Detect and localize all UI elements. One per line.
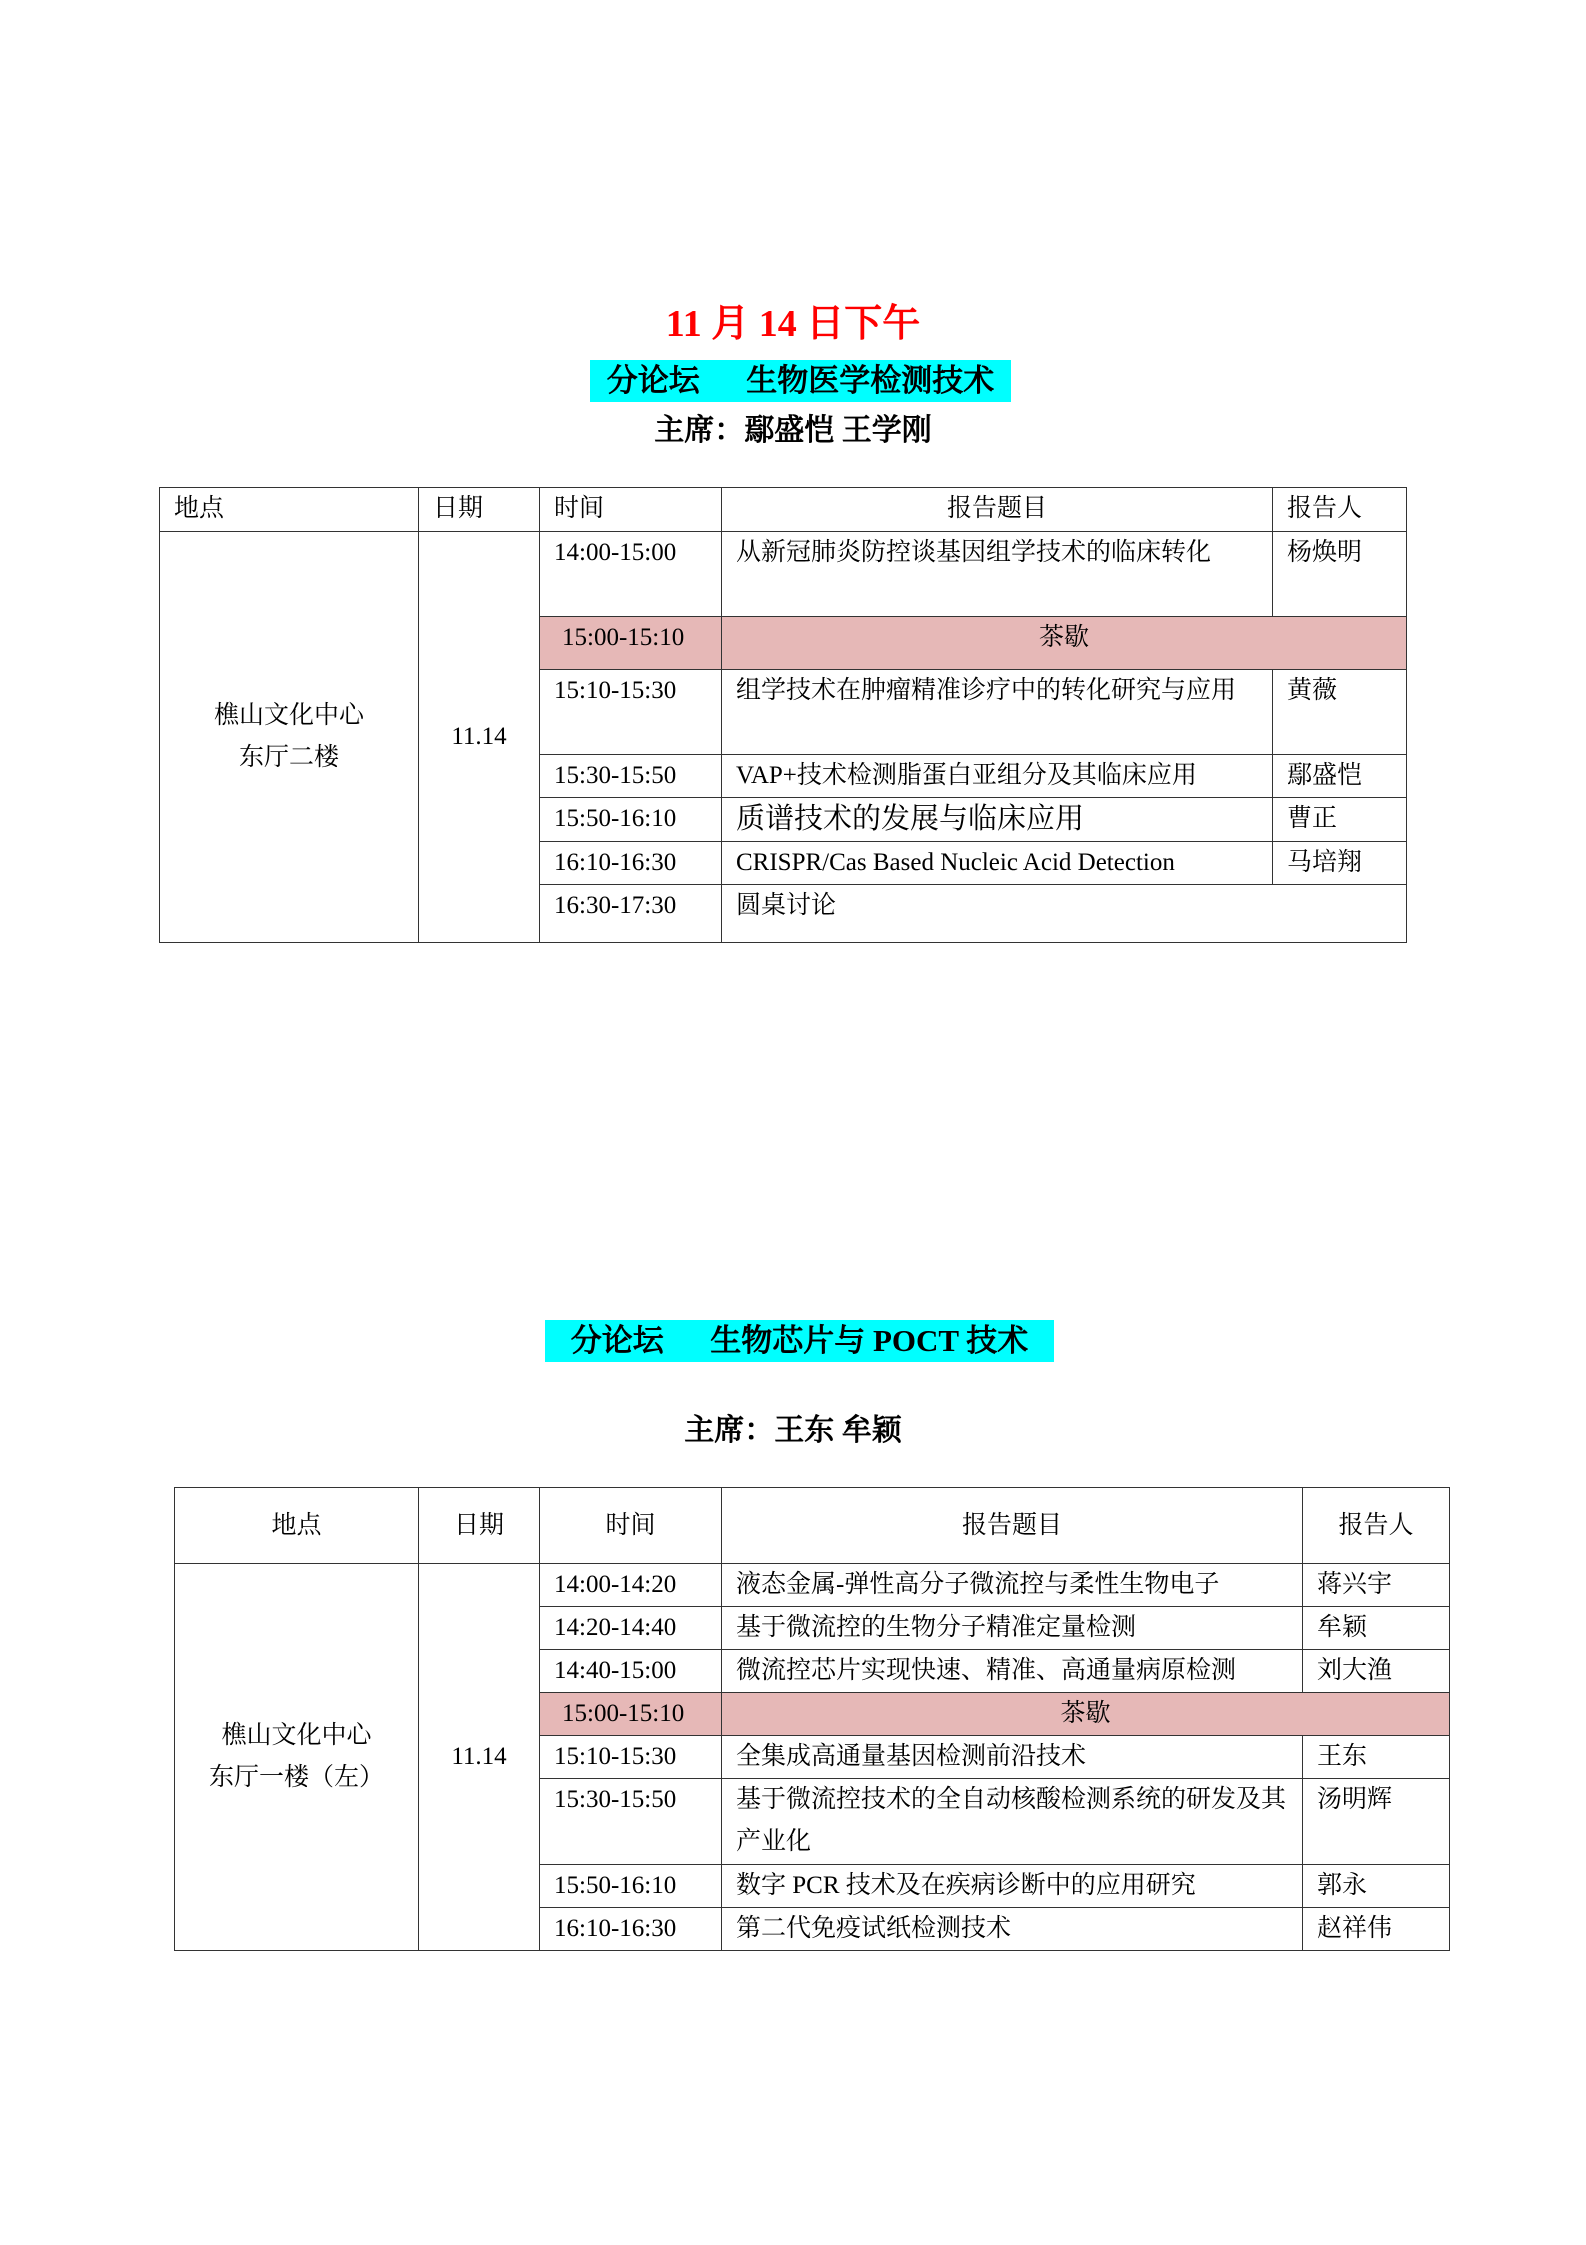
time-cell: 14:00-14:20	[540, 1564, 722, 1607]
tea-break-label: 茶歇	[722, 1693, 1450, 1736]
chair-1: 主席：鄢盛恺 王学刚	[654, 414, 932, 447]
header-time: 时间	[540, 488, 722, 532]
table-row	[175, 1564, 1450, 1607]
topic-cell: 基于微流控的生物分子精准定量检测	[722, 1607, 1303, 1650]
page-title: 11 月 14 日下午	[665, 303, 921, 345]
speaker-cell: 马培翔	[1273, 842, 1407, 885]
speaker-cell: 曹正	[1273, 798, 1407, 842]
speaker-cell: 黄薇	[1273, 670, 1407, 755]
time-cell: 15:10-15:30	[540, 1736, 722, 1779]
time-cell: 15:50-16:10	[540, 798, 722, 842]
location-line: 樵山文化中心	[213, 702, 364, 729]
location-cell	[175, 1564, 419, 1951]
header-location: 地点	[160, 488, 419, 532]
tea-break-label: 茶歇	[722, 617, 1407, 670]
speaker-cell: 鄢盛恺	[1273, 755, 1407, 798]
speaker-cell: 赵祥伟	[1303, 1908, 1450, 1951]
time-cell: 15:10-15:30	[540, 670, 722, 755]
header-topic: 报告题目	[722, 488, 1273, 532]
speaker-cell: 杨焕明	[1273, 532, 1407, 617]
time-cell: 15:00-15:10	[540, 617, 722, 670]
forum-title-2: 分论坛 生物芯片与 POCT 技术	[545, 1320, 1054, 1362]
speaker-cell: 蒋兴宇	[1303, 1564, 1450, 1607]
time-cell: 16:30-17:30	[540, 885, 722, 943]
header-date: 日期	[419, 488, 540, 532]
time-cell: 14:00-15:00	[540, 532, 722, 617]
schedule-table-1	[159, 487, 1407, 943]
speaker-cell: 汤明辉	[1303, 1779, 1450, 1865]
topic-cell: 基于微流控技术的全自动核酸检测系统的研发及其产业化	[722, 1779, 1303, 1865]
topic-cell: 组学技术在肿瘤精准诊疗中的转化研究与应用	[722, 670, 1273, 755]
location-line: 樵山文化中心	[221, 1722, 372, 1749]
speaker-cell: 郭永	[1303, 1865, 1450, 1908]
topic-cell: 第二代免疫试纸检测技术	[722, 1908, 1303, 1951]
speaker-cell: 刘大渔	[1303, 1650, 1450, 1693]
forum-title-1: 分论坛 生物医学检测技术	[590, 360, 1011, 402]
header-speaker: 报告人	[1273, 488, 1407, 532]
location-line: 东厅二楼	[238, 744, 339, 771]
topic-cell: 圆桌讨论	[722, 885, 1407, 943]
time-cell: 15:00-15:10	[540, 1693, 722, 1736]
time-cell: 16:10-16:30	[540, 1908, 722, 1951]
header-time: 时间	[540, 1488, 722, 1564]
header-location: 地点	[175, 1488, 419, 1564]
topic-cell: 微流控芯片实现快速、精准、高通量病原检测	[722, 1650, 1303, 1693]
chair-2: 主席：王东 牟颖	[684, 1414, 902, 1447]
time-cell: 15:30-15:50	[540, 1779, 722, 1865]
location-line: 东厅一楼（左）	[208, 1764, 384, 1791]
table-header-row	[160, 488, 1407, 532]
topic-cell: 从新冠肺炎防控谈基因组学技术的临床转化	[722, 532, 1273, 617]
header-topic: 报告题目	[722, 1488, 1303, 1564]
time-cell: 15:50-16:10	[540, 1865, 722, 1908]
location-cell	[160, 532, 419, 943]
date-cell: 11.14	[419, 1564, 540, 1951]
topic-cell: CRISPR/Cas Based Nucleic Acid Detection	[722, 842, 1273, 885]
table-row	[160, 532, 1407, 617]
time-cell: 14:20-14:40	[540, 1607, 722, 1650]
topic-cell: 液态金属-弹性高分子微流控与柔性生物电子	[722, 1564, 1303, 1607]
schedule-table-2	[174, 1487, 1450, 1951]
speaker-cell: 王东	[1303, 1736, 1450, 1779]
time-cell: 15:30-15:50	[540, 755, 722, 798]
speaker-cell: 牟颖	[1303, 1607, 1450, 1650]
header-speaker: 报告人	[1303, 1488, 1450, 1564]
topic-cell: 质谱技术的发展与临床应用	[722, 798, 1273, 842]
topic-cell: VAP+技术检测脂蛋白亚组分及其临床应用	[722, 755, 1273, 798]
time-cell: 14:40-15:00	[540, 1650, 722, 1693]
date-cell: 11.14	[419, 532, 540, 943]
topic-cell: 数字 PCR 技术及在疾病诊断中的应用研究	[722, 1865, 1303, 1908]
table-header-row	[175, 1488, 1450, 1564]
time-cell: 16:10-16:30	[540, 842, 722, 885]
topic-cell: 全集成高通量基因检测前沿技术	[722, 1736, 1303, 1779]
header-date: 日期	[419, 1488, 540, 1564]
